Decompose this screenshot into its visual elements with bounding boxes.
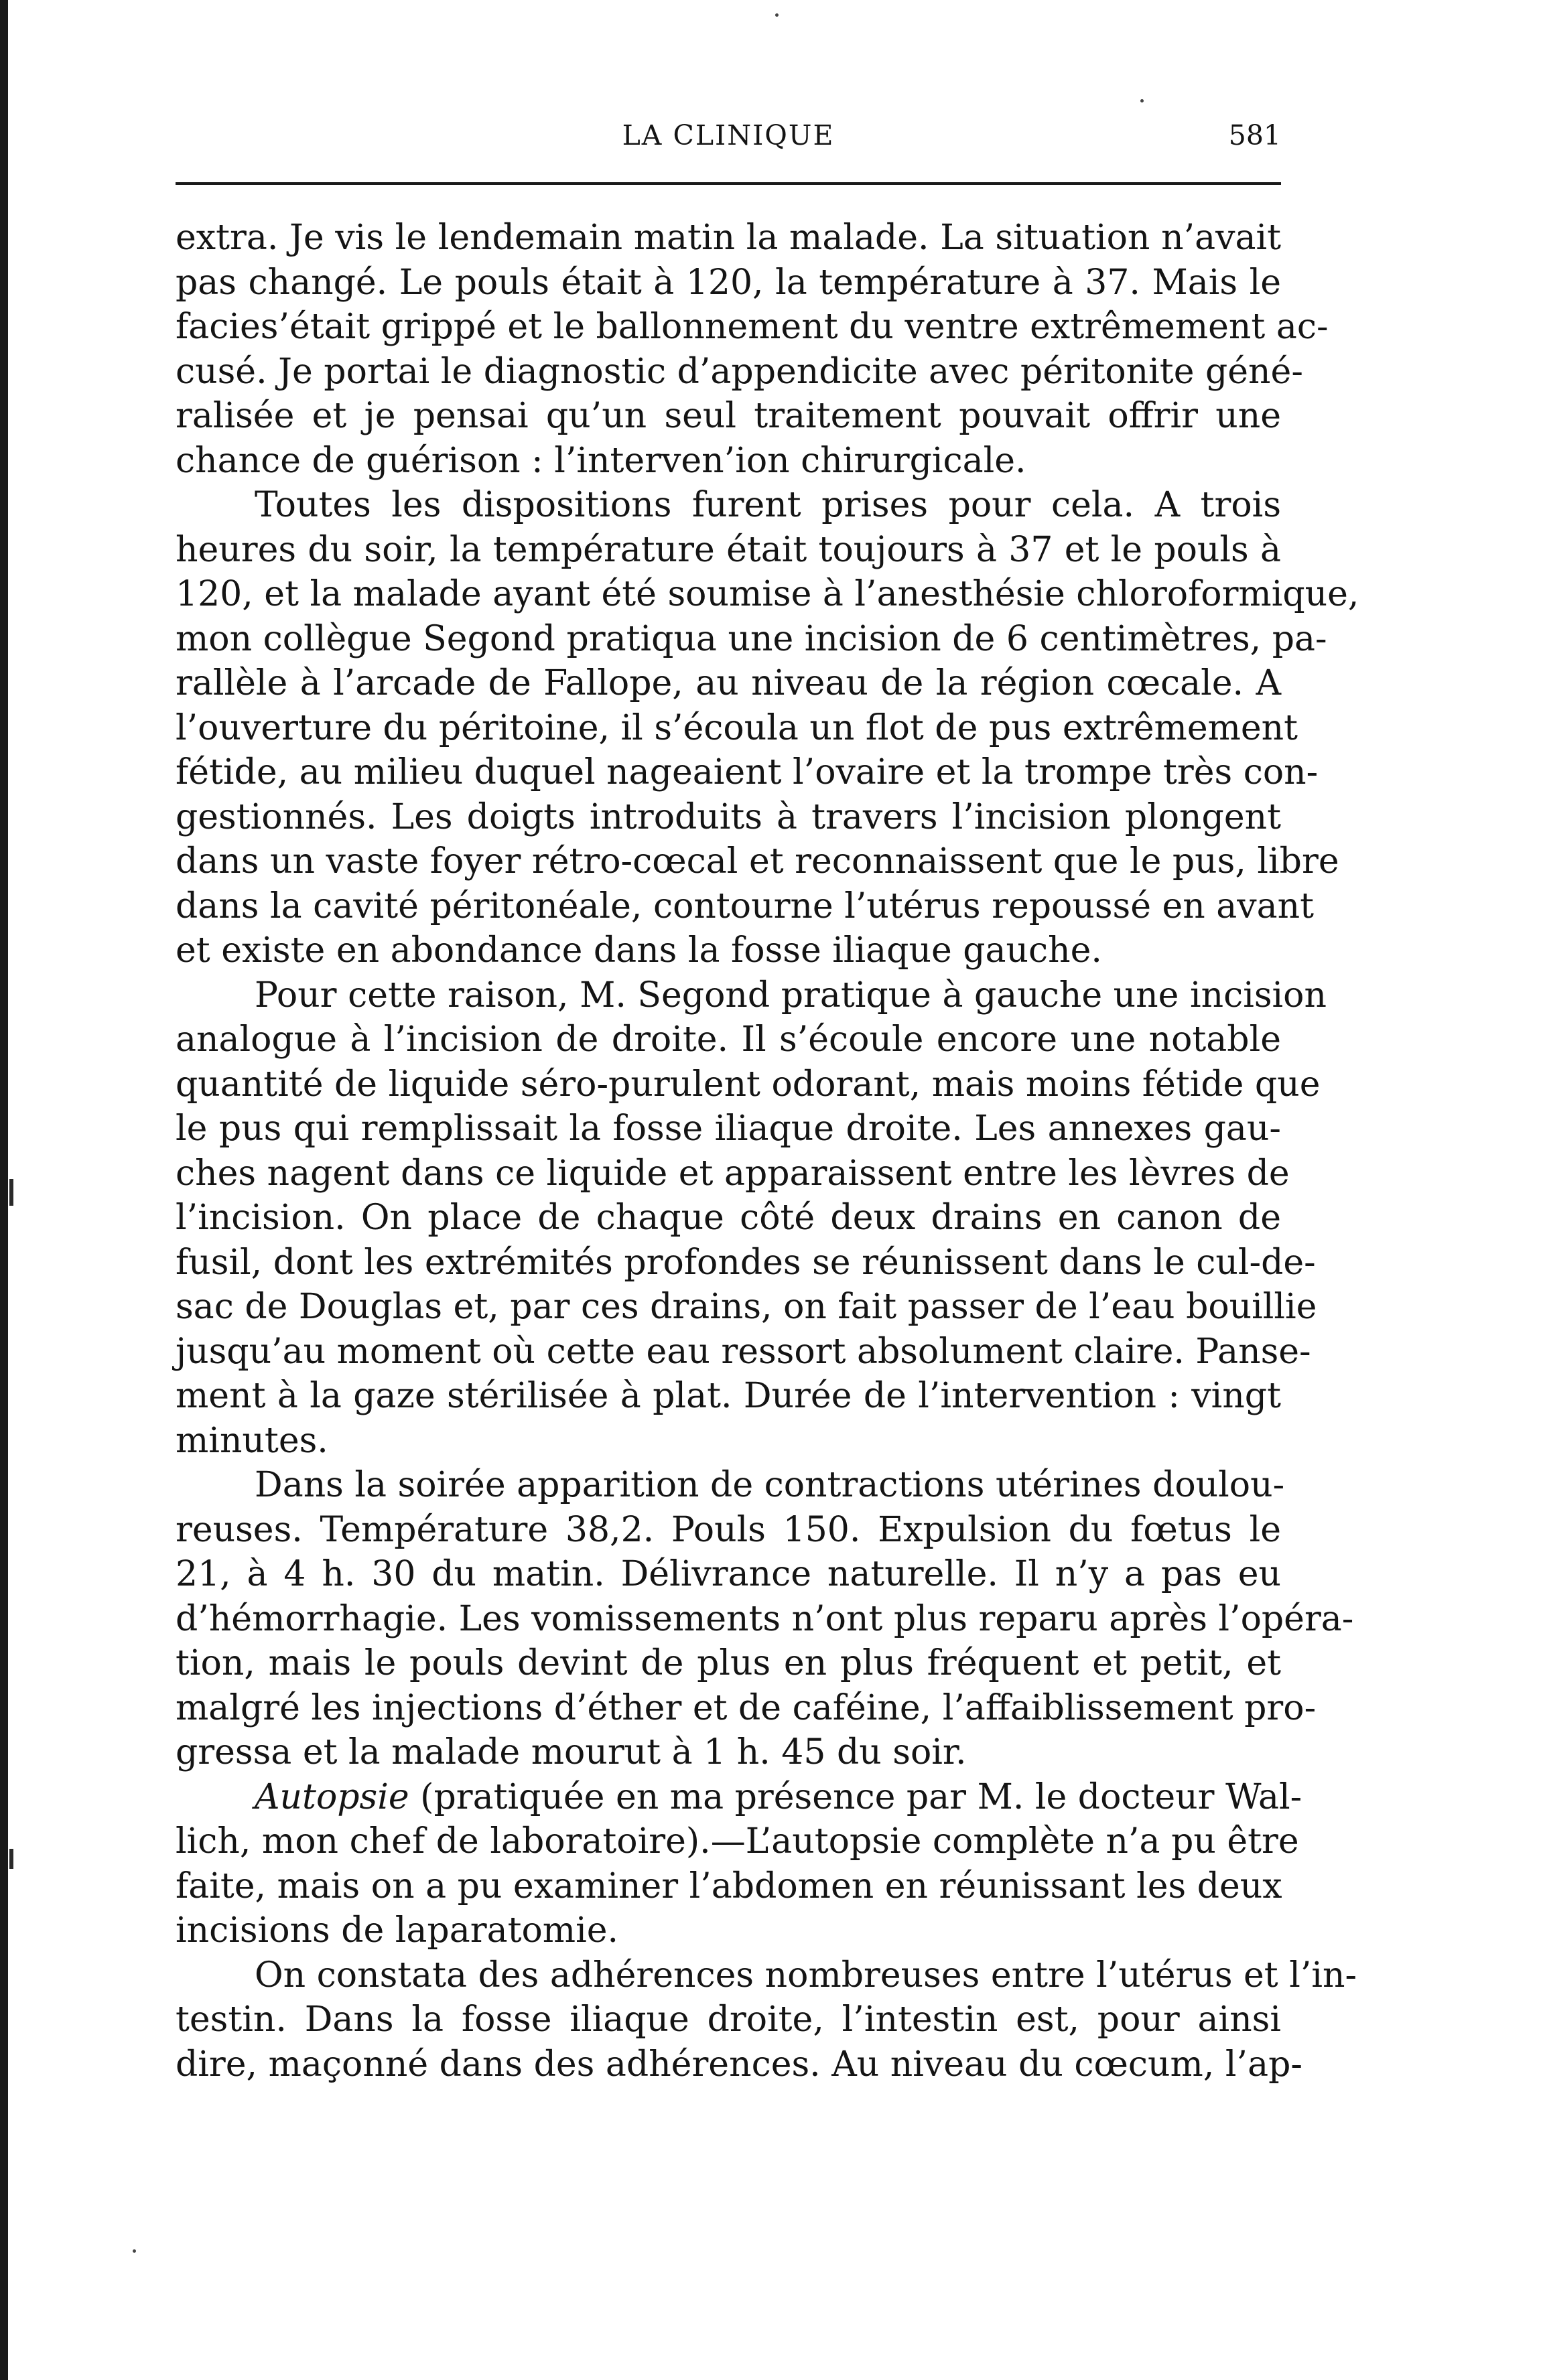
page-edge-mark [9,1179,13,1206]
text-line: 120, et la malade ayant été soumise à l’anesthésie chloroformique, [176,574,1359,614]
text-line: faite, mais on a pu examiner l’abdomen en réunissant les deux [176,1866,1282,1906]
text-line: cusé. Je portai le diagnostic d’appendicite avec péritonite géné- [176,351,1303,392]
text-line: malgré les injections d’éther et de caféine, l’affaiblissement pro- [176,1687,1317,1728]
text-line: testin. Dans la fosse iliaque droite, l’intestin est, pour ainsi [176,2000,1281,2040]
text-line: 21, à 4 h. 30 du matin. Délivrance naturelle. Il n’y a pas eu [176,1554,1281,1594]
text-line: fusil, dont les extrémités profondes se réunissent dans le cul-de- [176,1242,1316,1283]
text-line: Dans la soirée apparition de contractions utérines doulou- [255,1465,1285,1505]
text-line: sac de Douglas et, par ces drains, on fait passer de l’eau bouillie [176,1287,1317,1327]
text-line: fétide, au milieu duquel nageaient l’ovaire et la trompe très con- [176,752,1319,792]
text-line [176,1775,1302,1820]
text-line: dire, maçonné dans des adhérences. Au niveau du cœcum, l’ap- [176,2044,1302,2085]
text-line: minutes. [176,1420,328,1461]
page-number: 581 [1228,119,1281,151]
text-line: et existe en abondance dans la fosse iliaque gauche. [176,930,1102,971]
running-title: LA CLINIQUE [622,119,835,151]
page-edge-mark [9,1849,13,1869]
text-line: quantité de liquide séro-purulent odorant, mais moins fétide que [176,1064,1321,1105]
text-line: chance de guérison : l’interven’ion chirurgicale. [176,440,1026,481]
speck [1140,99,1144,102]
text-line: dans un vaste foyer rétro-cœcal et reconnaissent que le pus, libre [176,841,1339,882]
text-line: le pus qui remplissait la fosse iliaque droite. Les annexes gau- [176,1109,1281,1149]
text-line: gressa et la malade mourut à 1 h. 45 du soir. [176,1732,967,1772]
page-edge-shadow [0,0,8,2380]
text-line: l’incision. On place de chaque côté deux drains en canon de [176,1198,1281,1238]
text-line: gestionnés. Les doigts introduits à travers l’incision plongent [176,796,1281,837]
text-line: incisions de laparatomie. [176,1910,619,1951]
text-line: jusqu’au moment où cette eau ressort absolument claire. Panse- [176,1331,1311,1372]
text-span: (pratiquée en ma présence par M. le docteur Wal- [420,1776,1302,1817]
text-line: ment à la gaze stérilisée à plat. Durée de l’intervention : vingt [176,1376,1281,1416]
text-line: dans la cavité péritonéale, contourne l’utérus repoussé en avant [176,886,1315,926]
text-line: ralisée et je pensai qu’un seul traitement pouvait offrir une [176,396,1281,436]
italic-lead: Autopsie [255,1776,409,1817]
text-line: ches nagent dans ce liquide et apparaissent entre les lèvres de [176,1153,1290,1194]
speck [775,13,779,17]
text-line: lich, mon chef de laboratoire).—L’autopsie complète n’a pu être [176,1821,1299,1862]
text-line: rallèle à l’arcade de Fallope, au niveau de la région cœcale. A [176,663,1281,703]
speck [133,2249,136,2253]
text-line: reuses. Température 38,2. Pouls 150. Expulsion du fœtus le [176,1509,1281,1550]
text-line: Pour cette raison, M. Segond pratique à gauche une incision [255,975,1327,1016]
text-line: analogue à l’incision de droite. Il s’écoule encore une notable [176,1020,1281,1060]
text-line: heures du soir, la température était toujours à 37 et le pouls à [176,529,1281,570]
text-line: extra. Je vis le lendemain matin la malade. La situation n’avait [176,218,1281,258]
text-line: Toutes les dispositions furent prises pour cela. A trois [255,485,1281,525]
text-line: pas changé. Le pouls était à 120, la température à 37. Mais le [176,262,1281,303]
text-line: d’hémorrhagie. Les vomissements n’ont plus reparu après l’opéra- [176,1598,1354,1639]
text-line: mon collègue Segond pratiqua une incision de 6 centimètres, pa- [176,618,1327,659]
text-line: facies’était grippé et le ballonnement du ventre extrêmement ac- [176,307,1329,347]
text-line: On constata des adhérences nombreuses entre l’utérus et l’in- [255,1955,1357,1996]
body-text [176,216,1359,2087]
text-line: l’ouverture du péritoine, il s’écoula un flot de pus extrêmement [176,707,1298,748]
header-rule [176,182,1281,185]
text-line: tion, mais le pouls devint de plus en plus fréquent et petit, et [176,1643,1281,1683]
running-header [176,115,1281,155]
